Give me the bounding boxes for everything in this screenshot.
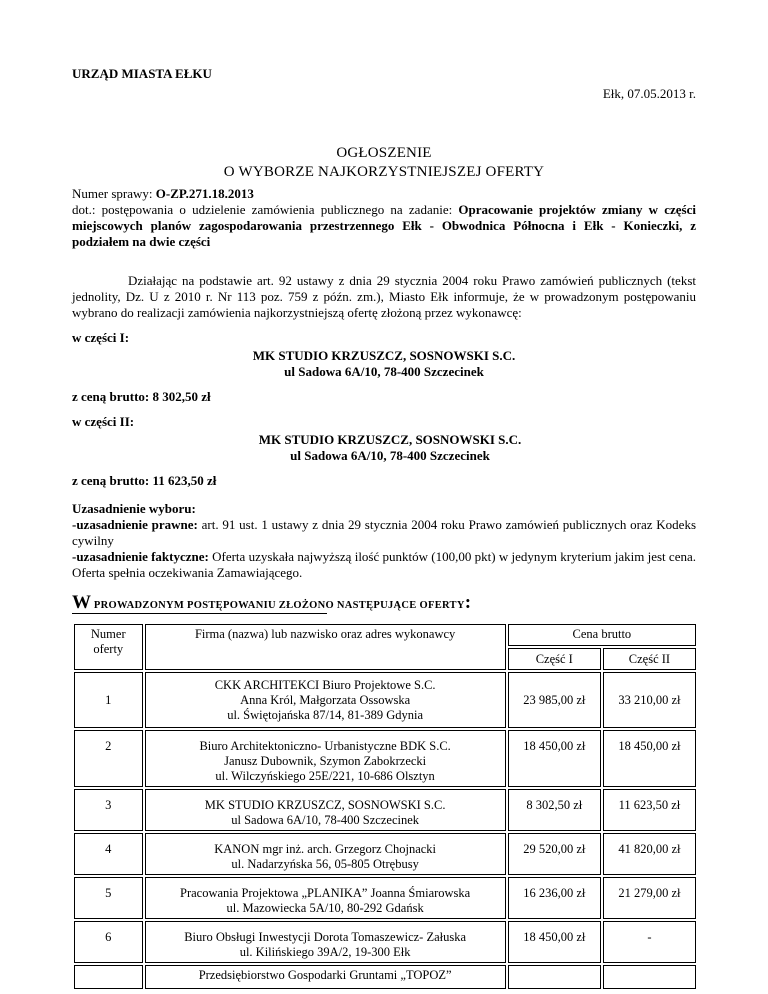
justification-factual-label: -uzasadnienie faktyczne: <box>72 549 209 564</box>
intro-text: Działając na podstawie art. 92 ustawy z dnia 29 stycznia 2004 roku Prawo zamówień publicznych (tekst jednolity, Dz. U z 2010 r. Nr 113 poz. 759 z późn. zm.), Miasto Ełk informuje, że w prowadzonym postępowaniu wybrano do realizacji zamówienia najkorzystniejszą ofertę złożoną przez wykonawcę: <box>72 273 696 320</box>
offer-number: 5 <box>74 877 143 919</box>
case-subject <box>72 202 696 250</box>
justification-factual <box>72 549 696 581</box>
firm-line: MK STUDIO KRZUSZCZ, SOSNOWSKI S.C. <box>204 798 446 812</box>
part-2-label: w części II: <box>72 414 135 429</box>
offer-price-part-2: 21 279,00 zł <box>603 877 696 919</box>
offer-price-part-2 <box>603 965 696 989</box>
offer-firm <box>145 789 506 831</box>
part-2-price: z ceną brutto: 11 623,50 zł <box>72 473 217 488</box>
table-row <box>74 833 696 875</box>
firm-line: ul. Mazowiecka 5A/10, 80-292 Gdańsk <box>226 901 424 915</box>
part-1-address: ul Sadowa 6A/10, 78-400 Szczecinek <box>284 364 484 379</box>
case-subject-title: Opracowanie projektów zmiany w części miejscowych planów zagospodarowania przestrzennego Ełk - Obwodnica Północna i Ełk - Konieczki, z podziałem na dwie części <box>72 202 696 249</box>
organization-name: URZĄD MIASTA EŁKU <box>72 66 212 81</box>
offer-price-part-2: - <box>603 921 696 963</box>
offer-number <box>74 965 143 989</box>
offer-number: 6 <box>74 921 143 963</box>
case-subject-prefix: dot.: postępowania o udzielenie zamówienia publicznego na zadanie: <box>72 202 459 217</box>
firm-line: ul. Kilińskiego 39A/2, 19-300 Ełk <box>239 945 411 959</box>
firm-line: Anna Król, Małgorzata Ossowska <box>240 692 411 707</box>
firm-line: Przedsiębiorstwo Gospodarki Gruntami „TOPOZ” <box>198 968 452 982</box>
justification-heading: Uzasadnienie wyboru: <box>72 501 196 516</box>
offer-price-part-2: 11 623,50 zł <box>603 789 696 831</box>
table-row <box>74 789 696 831</box>
firm-line: ul. Świętojańska 87/14, 81-389 Gdynia <box>227 707 424 722</box>
table-row <box>74 921 696 963</box>
header-part-2: Część II <box>603 648 696 670</box>
table-row <box>74 672 696 728</box>
offers-section-heading <box>72 592 471 614</box>
offers-heading-underline <box>72 613 327 614</box>
intro-paragraph <box>72 273 696 321</box>
justification-legal <box>72 517 696 549</box>
title-line-1: OGŁOSZENIE <box>336 145 432 161</box>
offer-price-part-1: 16 236,00 zł <box>508 877 601 919</box>
header-firm: Firma (nazwa) lub nazwisko oraz adres wykonawcy <box>145 624 506 670</box>
table-row <box>74 730 696 787</box>
offers-heading-initial: W <box>72 592 91 613</box>
offer-price-part-1: 18 450,00 zł <box>508 921 601 963</box>
header-number: Numer oferty <box>74 624 143 670</box>
part-2-address: ul Sadowa 6A/10, 78-400 Szczecinek <box>290 448 490 463</box>
firm-line: ul. Wilczyńskiego 25E/221, 10-686 Olsztyn <box>215 769 435 783</box>
offer-firm <box>145 833 506 875</box>
firm-line: KANON mgr inż. arch. Grzegorz Chojnacki <box>214 842 437 856</box>
offer-number: 2 <box>74 730 143 787</box>
firm-line: Janusz Dubownik, Szymon Zabokrzecki <box>224 754 427 768</box>
firm-line: Biuro Architektoniczno- Urbanistyczne BDK S.C. <box>199 739 451 753</box>
offers-heading-colon: : <box>464 592 472 613</box>
offer-firm <box>145 877 506 919</box>
offer-price-part-1: 8 302,50 zł <box>508 789 601 831</box>
firm-line: ul. Nadarzyńska 56, 05-805 Otrębusy <box>231 857 419 871</box>
part-1-label: w części I: <box>72 330 130 345</box>
offers-heading-rest: PROWADZONYM POSTĘPOWANIU ZŁOŻONO NASTĘPUJĄCE OFERTY <box>91 600 465 611</box>
offer-price-part-1: 18 450,00 zł <box>508 730 601 787</box>
firm-line: ul Sadowa 6A/10, 78-400 Szczecinek <box>231 813 420 827</box>
document-date: Ełk, 07.05.2013 r. <box>602 86 696 101</box>
offer-price-part-2: 18 450,00 zł <box>603 730 696 787</box>
offer-number: 3 <box>74 789 143 831</box>
offer-firm <box>145 965 506 989</box>
part-1-price: z ceną brutto: 8 302,50 zł <box>72 389 211 404</box>
title-line-2: O WYBORZE NAJKORZYSTNIEJSZEJ OFERTY <box>223 164 545 180</box>
offer-price-part-1: 23 985,00 zł <box>508 672 601 728</box>
offers-table <box>72 622 698 991</box>
justification-factual-text: Oferta uzyskała najwyższą ilość punktów (100,00 pkt) w jedynym kryterium jakim jest cena. Oferta spełnia oczekiwania Zamawiającego. <box>72 549 696 580</box>
table-row <box>74 965 696 989</box>
firm-line: CKK ARCHITEKCI Biuro Projektowe S.C. <box>214 677 436 692</box>
firm-line: Pracowania Projektowa „PLANIKA” Joanna Śmiarowska <box>180 886 471 900</box>
offer-price-part-2: 41 820,00 zł <box>603 833 696 875</box>
case-number <box>72 186 696 202</box>
part-2-company: MK STUDIO KRZUSZCZ, SOSNOWSKI S.C. <box>258 432 522 447</box>
header-price: Cena brutto <box>508 624 696 646</box>
part-1-company: MK STUDIO KRZUSZCZ, SOSNOWSKI S.C. <box>252 348 516 363</box>
justification-legal-text: art. 91 ust. 1 ustawy z dnia 29 stycznia 2004 roku Prawo zamówień publicznych oraz Kodeks cywilny <box>72 517 697 548</box>
justification-legal-label: -uzasadnienie prawne: <box>72 517 198 532</box>
case-number-value: O-ZP.271.18.2013 <box>155 186 254 201</box>
table-row <box>74 877 696 919</box>
offer-price-part-1: 29 520,00 zł <box>508 833 601 875</box>
offer-firm <box>145 672 506 728</box>
firm-line: Biuro Obsługi Inwestycji Dorota Tomaszewicz- Załuska <box>184 930 467 944</box>
case-number-label: Numer sprawy: <box>72 186 156 201</box>
offer-firm <box>145 921 506 963</box>
table-header-row <box>74 624 696 646</box>
offer-number: 1 <box>74 672 143 728</box>
offer-price-part-1 <box>508 965 601 989</box>
offer-number: 4 <box>74 833 143 875</box>
header-part-1: Część I <box>508 648 601 670</box>
offer-firm <box>145 730 506 787</box>
offer-price-part-2: 33 210,00 zł <box>603 672 696 728</box>
